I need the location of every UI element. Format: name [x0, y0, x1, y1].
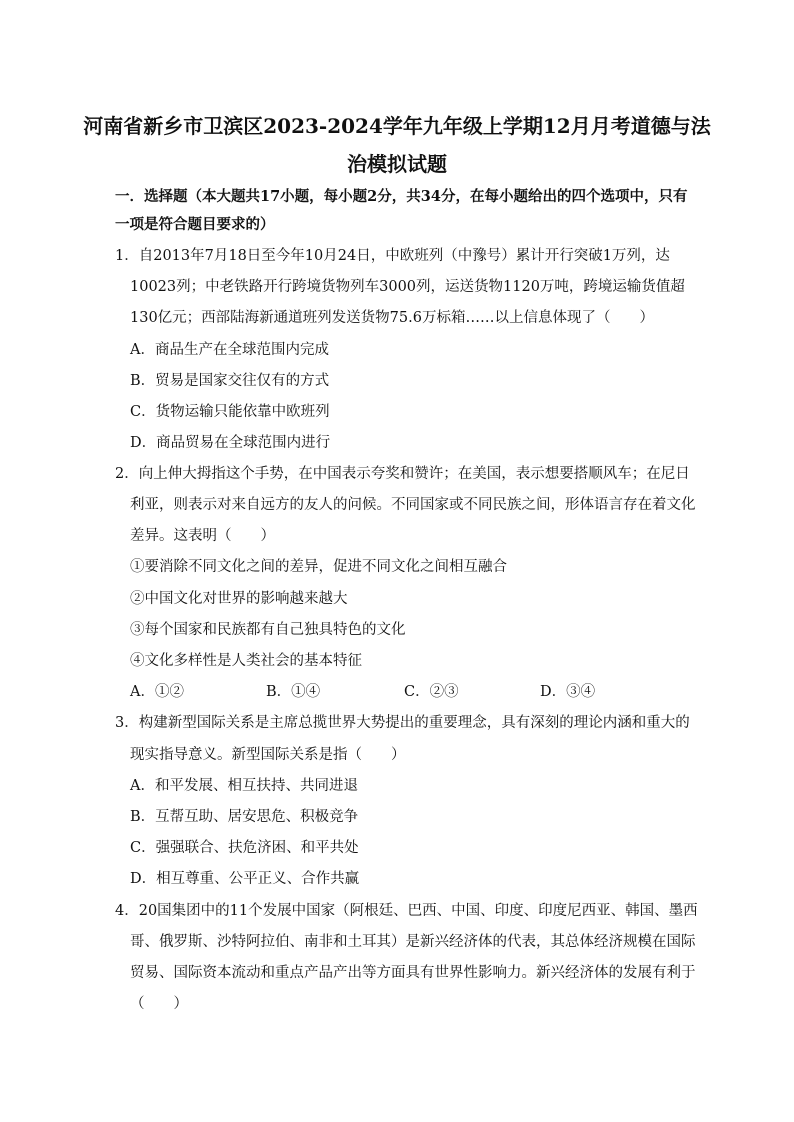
- q2-option-d[interactable]: D．③④: [540, 684, 596, 700]
- q4-stem-line1: 4．20国集团中的11个发展中国家（阿根廷、巴西、中国、印度、印度尼西亚、韩国、墨西: [115, 903, 698, 919]
- q2-stem-line3: 差异。这表明（ ）: [130, 528, 275, 544]
- q1-option-c[interactable]: C．货物运输只能依靠中欧班列: [130, 404, 330, 420]
- q3-stem-line2: 现实指导意义。新型国际关系是指（ ）: [130, 747, 406, 763]
- q1-option-d[interactable]: D．商品贸易在全球范围内进行: [130, 435, 331, 451]
- q1-stem-line1: 1．自2013年7月18日至今年10月24日，中欧班列（中豫号）累计开行突破1万列，达: [115, 248, 670, 264]
- q3-option-c[interactable]: C．强强联合、扶危济困、和平共处: [130, 840, 359, 856]
- q3-option-b[interactable]: B．互帮互助、居安思危、积极竞争: [130, 809, 359, 825]
- q2-statement-2: ②中国文化对世界的影响越来越大: [130, 591, 348, 607]
- q2-statement-1: ①要消除不同文化之间的差异，促进不同文化之间相互融合: [130, 559, 507, 575]
- q2-stem-line2: 利亚，则表示对来自远方的友人的问候。不同国家或不同民族之间，形体语言存在着文化: [130, 497, 696, 513]
- q3-option-a[interactable]: A．和平发展、相互扶持、共同进退: [130, 778, 358, 794]
- q2-stem-line1: 2．向上伸大拇指这个手势，在中国表示夸奖和赞许；在美国，表示想要搭顺风车；在尼日: [115, 466, 690, 482]
- section-heading-line2: 一项是符合题目要求的）: [115, 216, 275, 233]
- page-title-line1: 河南省新乡市卫滨区2023-2024学年九年级上学期12月月考道德与法: [83, 114, 711, 138]
- section-heading-line1: 一．选择题（本大题共17小题，每小题2分，共34分，在每小题给出的四个选项中，只有: [115, 188, 688, 205]
- q4-stem-line4: （ ）: [130, 996, 188, 1012]
- q2-options-row: [0, 682, 794, 702]
- q1-stem-line2: 10023列；中老铁路开行跨境货物列车3000列，运送货物1120万吨，跨境运输货值超: [130, 279, 685, 295]
- q2-option-b[interactable]: B．①④: [266, 684, 321, 700]
- q1-stem-line3: 130亿元；西部陆海新通道班列发送货物75.6万标箱……以上信息体现了（ ）: [130, 310, 654, 326]
- q2-option-a[interactable]: A．①②: [130, 684, 184, 700]
- q4-stem-line3: 贸易、国际资本流动和重点产品产出等方面具有世界性影响力。新兴经济体的发展有利于: [130, 965, 696, 981]
- q4-stem-line2: 哥、俄罗斯、沙特阿拉伯、南非和土耳其）是新兴经济体的代表，其总体经济规模在国际: [130, 934, 696, 950]
- q2-statement-3: ③每个国家和民族都有自己独具特色的文化: [130, 622, 406, 638]
- q1-option-b[interactable]: B．贸易是国家交往仅有的方式: [130, 373, 330, 389]
- q1-option-a[interactable]: A．商品生产在全球范围内完成: [130, 342, 329, 358]
- q2-statement-4: ④文化多样性是人类社会的基本特征: [130, 653, 362, 669]
- q2-option-c[interactable]: C．②③: [404, 684, 459, 700]
- q3-stem-line1: 3．构建新型国际关系是主席总揽世界大势提出的重要理念，具有深刻的理论内涵和重大的: [115, 715, 690, 731]
- q3-option-d[interactable]: D．相互尊重、公平正义、合作共赢: [130, 871, 360, 887]
- page-title-line2: 治模拟试题: [347, 152, 447, 176]
